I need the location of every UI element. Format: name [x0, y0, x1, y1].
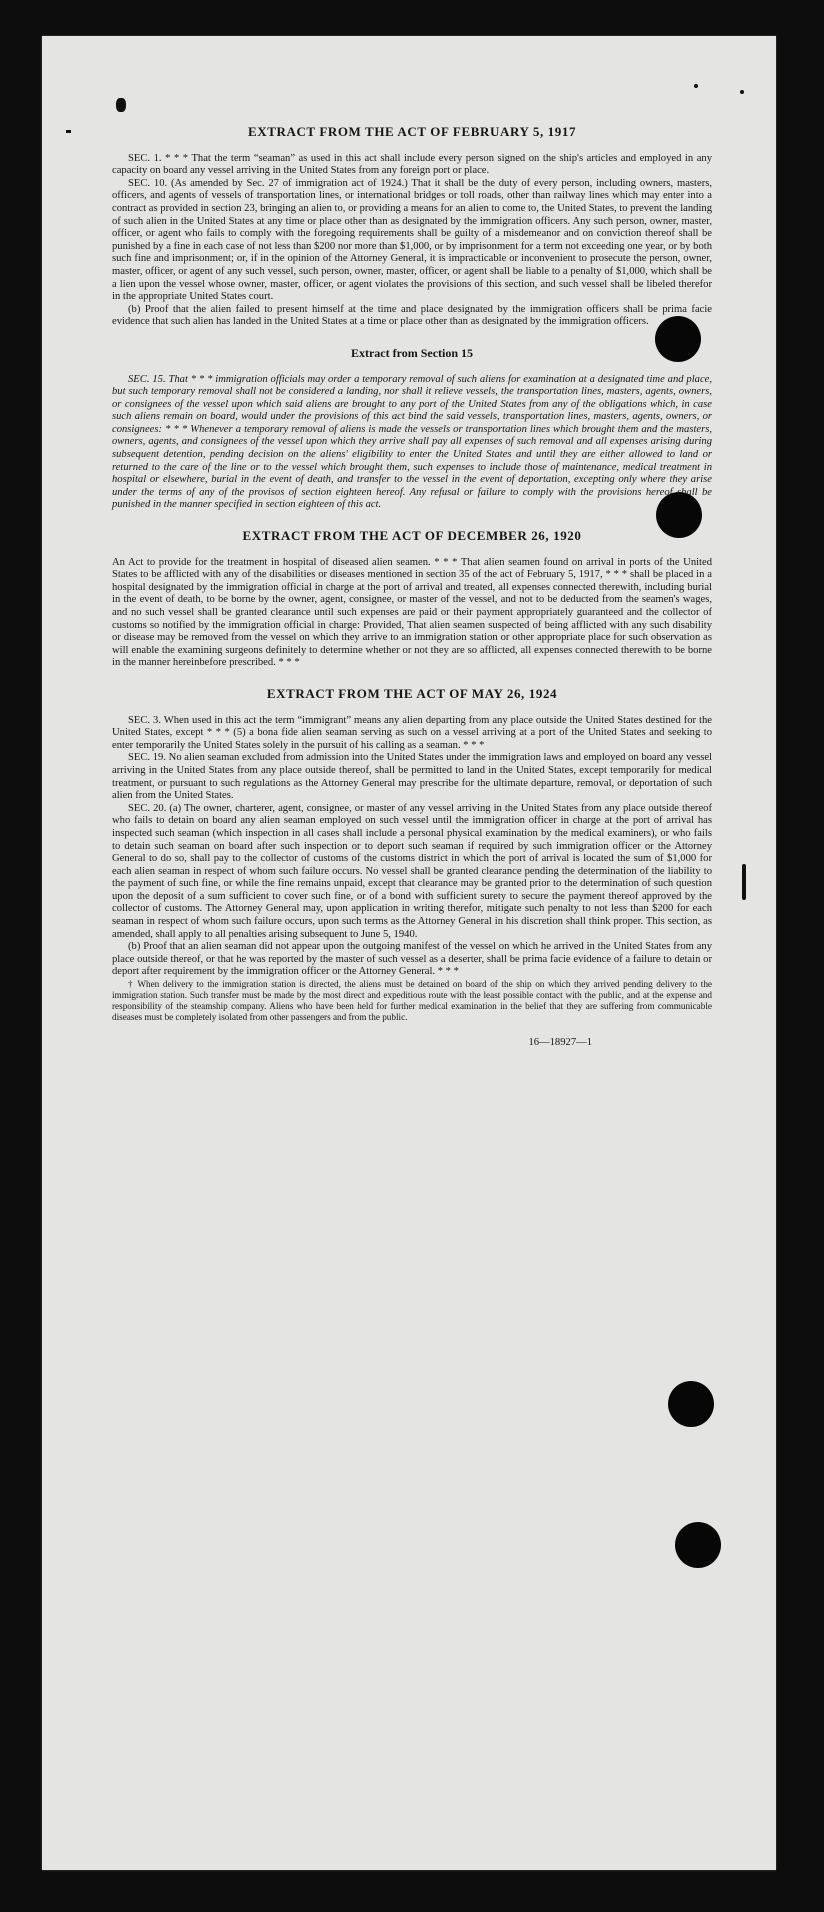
- paragraph-sec-10: SEC. 10. (As amended by Sec. 27 of immigration act of 1924.) That it shall be the duty of every person, including owners, masters, officers, and agents of vessels of transportation lines, or international bridges or toll roads, other than railway lines which may enter into a contract as provided in section 23, bringing an alien to, or providing a means for an alien to come to, the United States, to prevent the landing of such alien in the United States at any time or place other than as designated by the immigration officers. Any such person, owner, master, officer, or agent who fails to comply with the foregoing requirements shall be guilty of a misdemeanor and on conviction thereof shall be punished by a fine in each case of not less than $200 nor more than $1,000, or by imprisonment for a term not exceeding one year, or by both such fine and imprisonment; or, if in the opinion of the Attorney General, it is impracticable or inconvenient to prosecute the person, owner, master, officer, or agent of any such vessel, such person, owner, master, officer, or agent shall be liable to a penalty of $1,000, which shall be a lien upon the vessel whose owner, master, officer, or agent violates the provisions of this section, and such vessel shall be libeled therefor in the appropriate United States court.: [112, 177, 712, 303]
- paragraph-sec-20-a: SEC. 20. (a) The owner, charterer, agent, consignee, or master of any vessel arriving in the United States from any place outside thereof who fails to detain on board any alien seaman employed on such vessel until the immigration officer in charge at the port of arrival has inspected such seaman (which inspection in all cases shall include a personal physical examination by the medical examiners), or who fails to detain such seaman on board after such inspection or to deport such seaman if required by such immigration officer or the Attorney General to do so, shall pay to the collector of customs of the customs district in which the port of arrival is located the sum of $1,000 for each alien seaman in respect of whom such failure occurs. No vessel shall be granted clearance pending the determination of the liability to the payment of such fine, or while the fine remains unpaid, except that clearance may be granted prior to the determination of such question upon the deposit of a sum sufficient to cover such fine, or of a bond with sufficient surety to secure the payment thereof approved by the collector of customs. The Attorney General may, upon application in writing therefor, mitigate such penalty to not less than $200 for each seaman in respect of whom such failure occurs, upon such terms as the Attorney General in his discretion shall think proper. This section, as amended, shall apply to all penalties arising subsequent to June 5, 1940.: [112, 802, 712, 940]
- act-heading-1917: EXTRACT FROM THE ACT OF FEBRUARY 5, 1917: [247, 124, 577, 139]
- margin-mark: [740, 90, 744, 94]
- act-heading-1924: EXTRACT FROM THE ACT OF MAY 26, 1924: [266, 685, 558, 701]
- paragraph-sec-1: SEC. 1. * * * That the term “seaman” as used in this act shall include every person signed on the ship's articles and employed in any capacity on board any vessel arriving in the United States from any foreign port or place.: [112, 152, 712, 177]
- margin-mark: [66, 130, 71, 133]
- section-15-heading: Extract from Section 15: [350, 345, 474, 360]
- paragraph-sec-10-b: (b) Proof that the alien failed to present himself at the time and place designated by the immigration officers shall be prima facie evidence that such alien has landed in the United States at a time or place other than as designated by the immigration officers.: [112, 303, 712, 328]
- punch-hole: [668, 1381, 714, 1427]
- paragraph-sec-19: SEC. 19. No alien seaman excluded from admission into the United States under the immigration laws and employed on board any vessel arriving in the United States from any place outside thereof, shall be permitted to land in the United States, except temporarily for medical treatment, or pursuant to such regulations as the Attorney General may prescribe for the ultimate departure, removal, or deportation of such alien from the United States.: [112, 752, 712, 802]
- paragraph-sec-3: SEC. 3. When used in this act the term “immigrant” means any alien departing from any place outside the United States destined for the United States, except * * * (5) a bona fide alien seaman serving as such on a vessel arriving at a port of the United States and seeking to enter temporarily the United States solely in the pursuit of his calling as a seaman. * * *: [112, 714, 712, 751]
- margin-mark: [694, 84, 698, 88]
- paragraph-sec-15: SEC. 15. That * * * immigration officials may order a temporary removal of such aliens for examination at a designated time and place, but such temporary removal shall not be considered a landing, nor shall it relieve vessels, the transportation lines, masters, agents, owners, or consignees of the vessel upon which said aliens are brought to any port of the United States from any of the obligations which, in case such aliens remain on board, would under the provisions of this act bind the said vessels, transportation lines, masters, agents, owners, or consignees: * * * Whenever a temporary removal of aliens is made the vessels or transportation lines which brought them and the masters, owners, agents, and consignees of the vessel upon which they arrive shall pay all expenses of such removal and all expenses arising during subsequent detention, pending decision on the aliens' eligibility to enter the United States and until they are either allowed to land or returned to the care of the line or to the vessel which brought them, such expenses to include those of maintenance, medical treatment in hospital or elsewhere, burial in the event of death, and transfer to the vessel in the event of deportation, excepting only where they arise under the terms of any of the provisos of section eighteen hereof. Any refusal or failure to comply with the provisions hereof shall be punished in the manner specified in section eighteen of this act.: [112, 373, 712, 511]
- document-body: [112, 126, 712, 1050]
- paragraph-sec-20-b: (b) Proof that an alien seaman did not appear upon the outgoing manifest of the vessel on which he arrived in the United States from any place outside thereof, or that he was reported by the master of such vessel as a deserter, shall be prima facie evidence of a failure to detain or deport after requirement by the immigration officer or the Attorney General. * * *: [112, 941, 712, 978]
- document-page: [42, 36, 776, 1870]
- paragraph-act-1920: An Act to provide for the treatment in hospital of diseased alien seamen. * * * That alien seamen found on arrival in ports of the United States to be afflicted with any of the disabilities or diseases mentioned in section 35 of the act of February 5, 1917, * * * shall be placed in a hospital designated by the immigration official in charge at the port of arrival and treated, all expenses connected therewith, including burial in the event of death, to be borne by the owner, agent, consignee, or master of the vessel, and not to be deducted from the seamen's wages, and no such vessel shall be granted clearance until such expenses are paid or their payment appropriately guaranteed and the collector of customs so notified by the immigration official in charge: Provided, That alien seamen suspected of being afflicted with any such disability or disease may be removed from the vessel on which they arrive to an immigration station or other appropriate place for such observation as will enable the examining surgeons definitely to determine whether or not they are so afflicted, all expenses connected therewith to be borne in the manner hereinbefore prescribed. * * *: [112, 556, 712, 669]
- footnote: † When delivery to the immigration station is directed, the aliens must be detained on board of the ship on which they arrived pending delivery to the immigration station. Such transfer must be made by the most direct and expeditious route with the least possible contact with the public, and at the expense and responsibility of the steamship company. Aliens who have been held for further medical examination in the belief that they are suffering from communicable diseases must be completely isolated from other passengers and from the public.: [112, 979, 712, 1023]
- document-number: 16—18927—1: [528, 1037, 592, 1049]
- margin-mark: [742, 864, 746, 900]
- margin-mark: [116, 98, 126, 112]
- act-heading-1920: EXTRACT FROM THE ACT OF DECEMBER 26, 1920: [242, 528, 582, 544]
- punch-hole: [675, 1522, 721, 1568]
